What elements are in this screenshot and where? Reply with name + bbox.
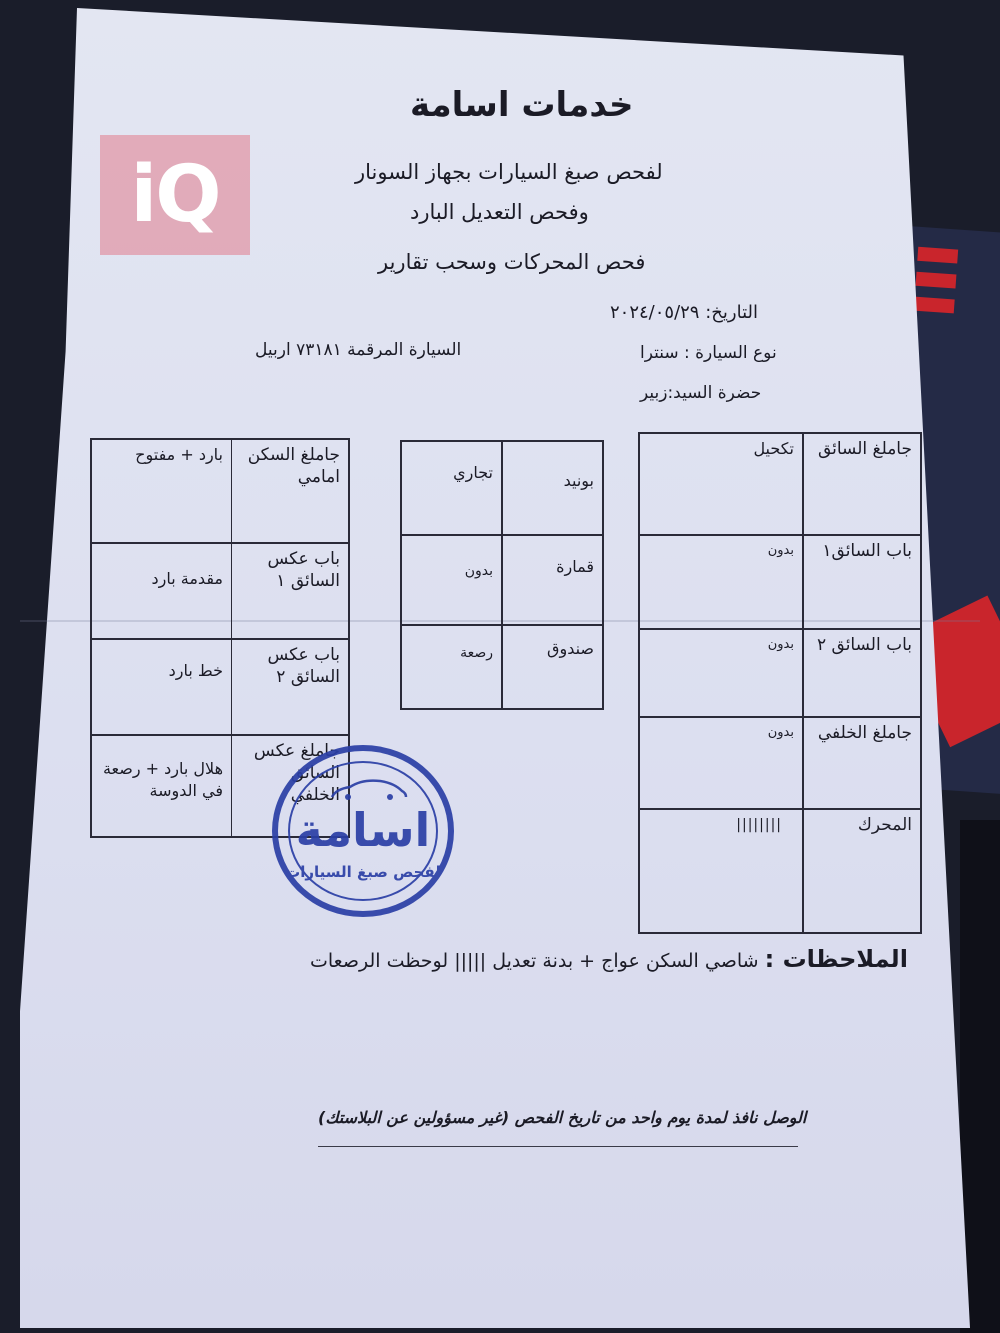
service-line-3: فحص المحركات وسحب تقارير: [378, 250, 646, 274]
table-cell-status: بارد + مفتوح: [91, 439, 232, 543]
table-cell-status: بدون: [639, 717, 803, 809]
table-cell-part: باب عكس السائق ١: [231, 543, 349, 639]
table-cell-status: تكحيل: [639, 433, 803, 535]
table-cell-part: جاملغ الخلفي: [803, 717, 921, 809]
receipt-footer: الوصل نافذ لمدة يوم واحد من تاريخ الفحص (غير مسؤولين عن البلاستك): [318, 1108, 807, 1127]
table-cell-part: باب السائق١: [803, 535, 921, 629]
iq-watermark-logo: [100, 135, 250, 255]
table-cell-status: خط بارد: [91, 639, 232, 735]
company-stamp: [272, 745, 454, 917]
table-cell-status: رصعة: [401, 625, 502, 709]
table-cell-part: جاملغ عكس السائق الخلفي: [231, 735, 349, 837]
footer-underline: [318, 1146, 798, 1147]
table-cell-part: المحرك: [803, 809, 921, 933]
table-cell-status: بدون: [401, 535, 502, 625]
customer-name: حضرة السيد:زبير: [640, 383, 762, 403]
car-plate: السيارة المرقمة ٧٣١٨١ اربيل: [255, 340, 462, 360]
business-title: خدمات اسامة: [410, 85, 634, 125]
notes-label: الملاحظات :: [764, 945, 908, 973]
car-icon: [330, 777, 408, 801]
table-cell-part: جاملغ السكن امامي: [231, 439, 349, 543]
table-cell-part: قمارة: [502, 535, 603, 625]
table-cell-part: باب عكس السائق ٢: [231, 639, 349, 735]
table-cell-status: بدون: [639, 535, 803, 629]
table-right: [638, 432, 922, 934]
stamp-subtitle: لفحص صبغ السيارات: [285, 863, 441, 881]
table-cell-part: بونيد: [502, 441, 603, 535]
notes: [310, 945, 908, 973]
magazine-stripe: [917, 247, 958, 264]
inspection-date: التاريخ: ٢٠٢٤/٠٥/٢٩: [610, 302, 758, 323]
car-type: نوع السيارة : سنترا: [640, 343, 777, 363]
stamp-name: اسامة: [295, 803, 431, 857]
table-cell-part: جاملغ السائق: [803, 433, 921, 535]
logo-text: iQ: [130, 150, 220, 240]
table-cell-status: مقدمة بارد: [91, 543, 232, 639]
magazine-stripe: [914, 297, 955, 314]
magazine-stripe: [916, 272, 957, 289]
table-cell-status: ||||||||: [639, 809, 803, 933]
table-cell-part: صندوق: [502, 625, 603, 709]
table-middle: [400, 440, 604, 710]
notes-text: شاصي السكن عواج + بدنة تعديل ||||| لوحظت الرصعات: [310, 950, 759, 972]
table-cell-status: هلال بارد + رصعة في الدوسة: [91, 735, 232, 837]
service-line-2: وفحص التعديل البارد: [410, 200, 589, 224]
table-cell-part: باب السائق ٢: [803, 629, 921, 717]
service-line-1: لفحص صبغ السيارات بجهاز السونار: [355, 160, 663, 184]
table-cell-status: تجاري: [401, 441, 502, 535]
table-cell-status: بدون: [639, 629, 803, 717]
